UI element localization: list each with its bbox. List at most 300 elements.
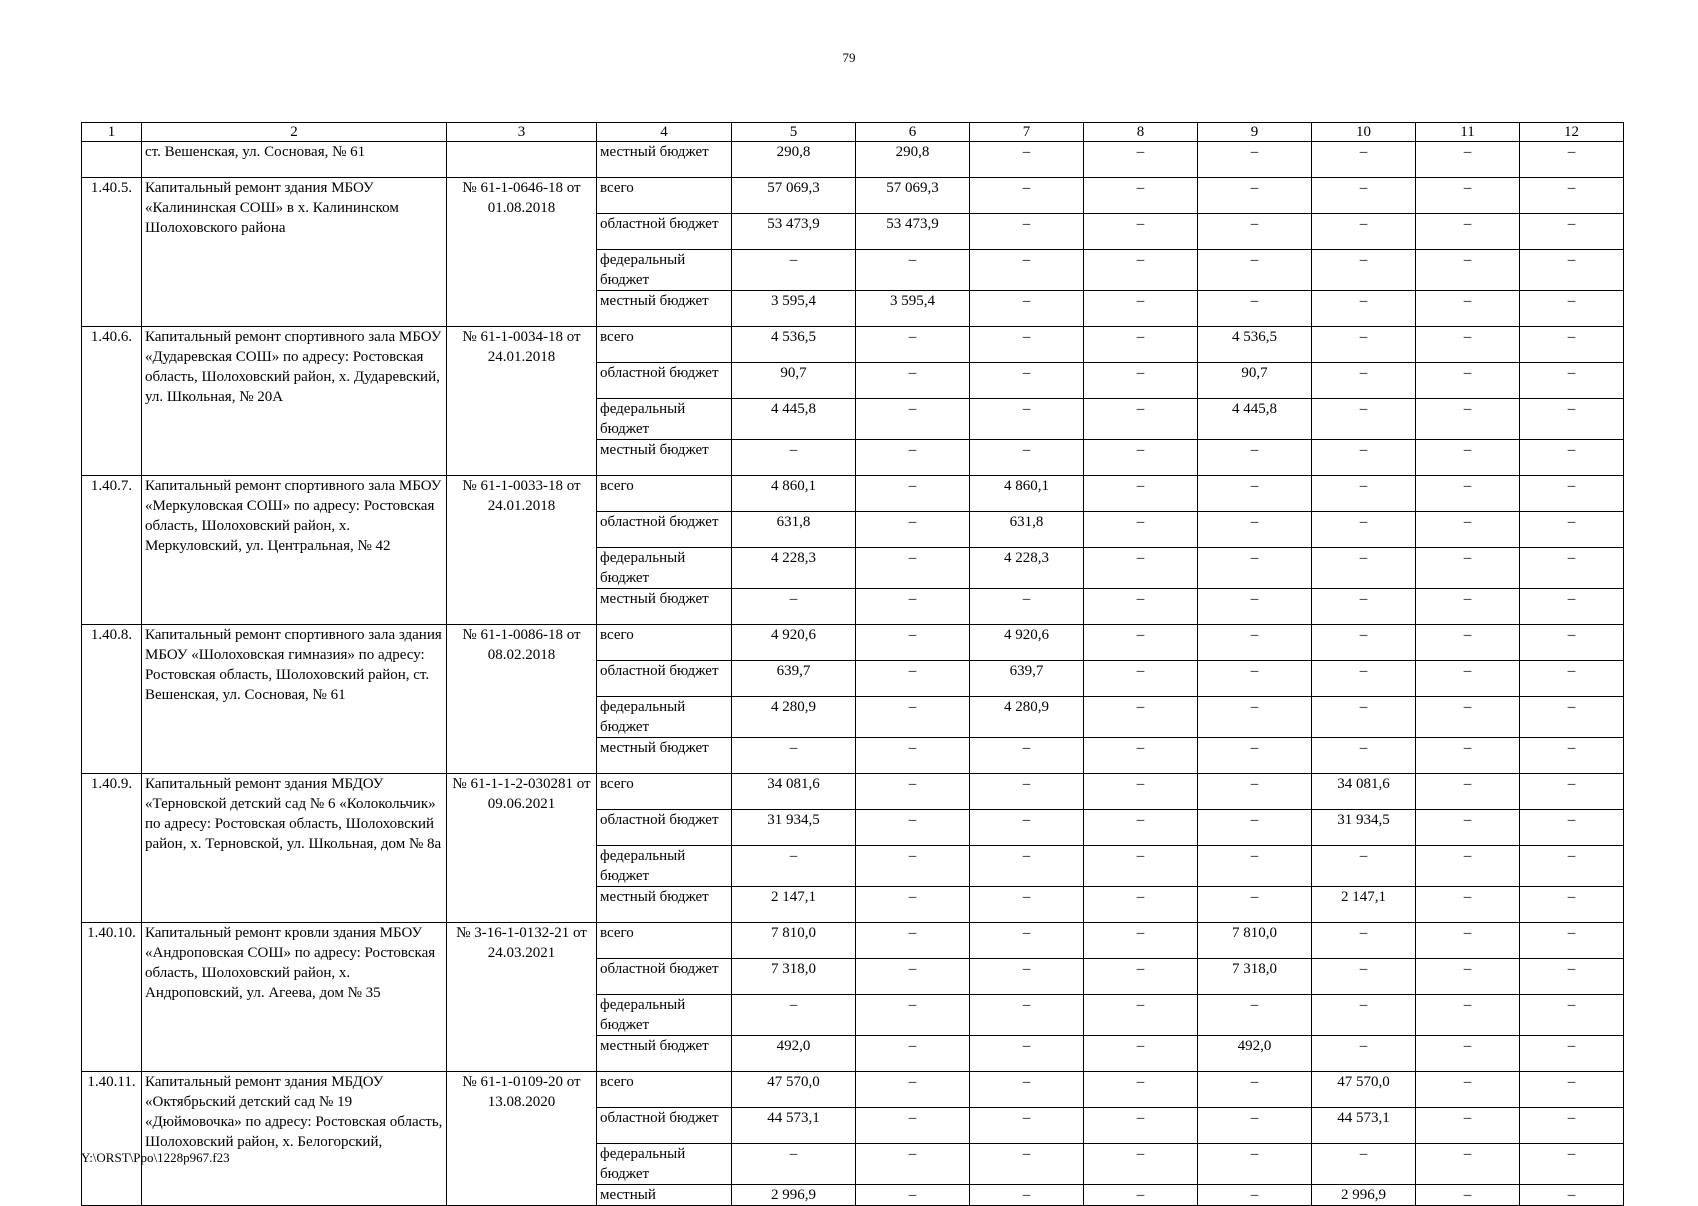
amount-cell: – <box>1084 476 1198 512</box>
amount-cell: – <box>1416 250 1520 291</box>
amount-cell: – <box>1312 291 1416 327</box>
amount-cell: – <box>1198 250 1312 291</box>
amount-cell: – <box>1084 697 1198 738</box>
amount-cell: 53 473,9 <box>732 214 856 250</box>
amount-cell: – <box>1084 178 1198 214</box>
funding-source: областной бюджет <box>597 363 732 399</box>
funding-source: федеральный бюджет <box>597 548 732 589</box>
amount-cell: – <box>1198 440 1312 476</box>
amount-cell: – <box>1416 697 1520 738</box>
amount-cell: – <box>856 250 970 291</box>
amount-cell: 290,8 <box>856 142 970 178</box>
amount-cell: – <box>856 774 970 810</box>
table-row <box>82 923 1624 959</box>
amount-cell: – <box>1084 440 1198 476</box>
amount-cell: 4 536,5 <box>732 327 856 363</box>
amount-cell: 44 573,1 <box>1312 1108 1416 1144</box>
amount-cell: – <box>856 399 970 440</box>
item-number: 1.40.9. <box>82 774 142 923</box>
amount-cell: – <box>1416 512 1520 548</box>
amount-cell: – <box>856 738 970 774</box>
amount-cell: – <box>856 1185 970 1206</box>
funding-source: местный бюджет <box>597 142 732 178</box>
amount-cell: – <box>1198 589 1312 625</box>
amount-cell: – <box>1520 399 1624 440</box>
amount-cell: – <box>1312 327 1416 363</box>
amount-cell: – <box>1312 476 1416 512</box>
amount-cell: – <box>1416 959 1520 995</box>
amount-cell: – <box>1084 625 1198 661</box>
amount-cell: – <box>1084 327 1198 363</box>
amount-cell: – <box>732 440 856 476</box>
amount-cell: – <box>1312 142 1416 178</box>
amount-cell: – <box>970 178 1084 214</box>
amount-cell: – <box>1416 589 1520 625</box>
amount-cell: – <box>856 440 970 476</box>
amount-cell: – <box>1416 661 1520 697</box>
amount-cell: – <box>970 399 1084 440</box>
column-number-row <box>82 123 1624 142</box>
amount-cell: – <box>1520 846 1624 887</box>
item-number: 1.40.7. <box>82 476 142 625</box>
amount-cell: 4 920,6 <box>970 625 1084 661</box>
amount-cell: – <box>1416 995 1520 1036</box>
amount-cell: 4 280,9 <box>970 697 1084 738</box>
amount-cell: – <box>1198 512 1312 548</box>
amount-cell: – <box>970 738 1084 774</box>
col-header: 12 <box>1520 123 1624 142</box>
funding-source: федеральный бюджет <box>597 846 732 887</box>
funding-source: местный бюджет <box>597 887 732 923</box>
object-name: Капитальный ремонт здания МБОУ «Калининская СОШ» в х. Калининском Шолоховского района <box>142 178 447 327</box>
amount-cell: – <box>1312 1036 1416 1072</box>
amount-cell: – <box>1520 810 1624 846</box>
amount-cell: – <box>1520 548 1624 589</box>
amount-cell: – <box>1084 846 1198 887</box>
amount-cell: 2 147,1 <box>1312 887 1416 923</box>
table-row <box>82 476 1624 512</box>
amount-cell: – <box>970 1144 1084 1185</box>
amount-cell: – <box>970 589 1084 625</box>
amount-cell: – <box>970 1036 1084 1072</box>
object-name: Капитальный ремонт кровли здания МБОУ «Андроповская СОШ» по адресу: Ростовская область, Шолоховский район, х. Андроповский, ул. Агеева, дом № 35 <box>142 923 447 1072</box>
amount-cell: – <box>970 327 1084 363</box>
amount-cell: – <box>1312 512 1416 548</box>
table-body <box>82 142 1624 1206</box>
amount-cell: – <box>1084 995 1198 1036</box>
funding-source: местный бюджет <box>597 589 732 625</box>
amount-cell: – <box>1416 923 1520 959</box>
amount-cell: – <box>1416 887 1520 923</box>
amount-cell: – <box>1520 697 1624 738</box>
amount-cell: – <box>1520 959 1624 995</box>
funding-source: местный бюджет <box>597 440 732 476</box>
footer-file-path: Y:\ORST\Ppo\1228p967.f23 <box>81 1150 230 1165</box>
amount-cell: 34 081,6 <box>732 774 856 810</box>
amount-cell: – <box>970 846 1084 887</box>
amount-cell: 90,7 <box>1198 363 1312 399</box>
amount-cell: – <box>1416 1185 1520 1206</box>
amount-cell: – <box>1416 1144 1520 1185</box>
funding-source: федеральный бюджет <box>597 995 732 1036</box>
funding-source: федеральный бюджет <box>597 1144 732 1185</box>
amount-cell: – <box>1084 399 1198 440</box>
permit-number: № 61-1-0033-18 от 24.01.2018 <box>447 476 597 625</box>
amount-cell: – <box>1084 774 1198 810</box>
amount-cell: – <box>1520 250 1624 291</box>
amount-cell: – <box>1084 291 1198 327</box>
amount-cell: – <box>1416 1108 1520 1144</box>
amount-cell: – <box>1520 512 1624 548</box>
amount-cell: – <box>856 959 970 995</box>
amount-cell: – <box>1198 625 1312 661</box>
amount-cell: – <box>732 589 856 625</box>
amount-cell: – <box>1520 923 1624 959</box>
col-header: 9 <box>1198 123 1312 142</box>
amount-cell: 7 810,0 <box>732 923 856 959</box>
amount-cell: – <box>856 476 970 512</box>
amount-cell: – <box>1198 548 1312 589</box>
amount-cell: 2 147,1 <box>732 887 856 923</box>
amount-cell: 4 536,5 <box>1198 327 1312 363</box>
amount-cell: 47 570,0 <box>1312 1072 1416 1108</box>
amount-cell: 4 280,9 <box>732 697 856 738</box>
amount-cell: 290,8 <box>732 142 856 178</box>
amount-cell: 639,7 <box>732 661 856 697</box>
amount-cell: – <box>1084 1072 1198 1108</box>
object-name: ст. Вешенская, ул. Сосновая, № 61 <box>142 142 447 178</box>
amount-cell: 4 860,1 <box>970 476 1084 512</box>
amount-cell: – <box>856 846 970 887</box>
amount-cell: – <box>856 923 970 959</box>
amount-cell: – <box>1198 291 1312 327</box>
amount-cell: – <box>970 887 1084 923</box>
funding-source: всего <box>597 923 732 959</box>
amount-cell: – <box>1520 214 1624 250</box>
amount-cell: – <box>1198 1072 1312 1108</box>
funding-source: местный бюджет <box>597 1036 732 1072</box>
amount-cell: – <box>856 548 970 589</box>
amount-cell: – <box>1520 1036 1624 1072</box>
amount-cell: – <box>970 363 1084 399</box>
amount-cell: – <box>1520 476 1624 512</box>
funding-source: федеральный бюджет <box>597 399 732 440</box>
amount-cell: – <box>1416 846 1520 887</box>
funding-source: областной бюджет <box>597 512 732 548</box>
amount-cell: – <box>1416 178 1520 214</box>
amount-cell: – <box>732 995 856 1036</box>
object-name: Капитальный ремонт здания МБДОУ «Октябрьский детский сад № 19 «Дюймовочка» по адресу: Ростовская область, Шолоховский район, х. Белогорский, <box>142 1072 447 1206</box>
amount-cell: 2 996,9 <box>1312 1185 1416 1206</box>
amount-cell: 4 228,3 <box>970 548 1084 589</box>
amount-cell: 57 069,3 <box>856 178 970 214</box>
amount-cell: – <box>970 774 1084 810</box>
amount-cell: – <box>732 1144 856 1185</box>
funding-source: местный <box>597 1185 732 1206</box>
amount-cell: – <box>1084 548 1198 589</box>
amount-cell: – <box>970 1185 1084 1206</box>
amount-cell: – <box>970 1108 1084 1144</box>
amount-cell: – <box>1084 959 1198 995</box>
amount-cell: 639,7 <box>970 661 1084 697</box>
amount-cell: – <box>970 142 1084 178</box>
amount-cell: – <box>856 887 970 923</box>
amount-cell: 3 595,4 <box>732 291 856 327</box>
table-row <box>82 178 1624 214</box>
amount-cell: – <box>856 1108 970 1144</box>
funding-source: всего <box>597 774 732 810</box>
amount-cell: 7 318,0 <box>732 959 856 995</box>
amount-cell: – <box>1198 810 1312 846</box>
amount-cell: – <box>1312 399 1416 440</box>
amount-cell: – <box>1520 887 1624 923</box>
amount-cell: – <box>1084 363 1198 399</box>
amount-cell: – <box>1198 697 1312 738</box>
amount-cell: – <box>732 250 856 291</box>
funding-source: областной бюджет <box>597 661 732 697</box>
amount-cell: 4 228,3 <box>732 548 856 589</box>
amount-cell: – <box>1416 399 1520 440</box>
amount-cell: – <box>1198 887 1312 923</box>
amount-cell: 631,8 <box>732 512 856 548</box>
funding-source: всего <box>597 178 732 214</box>
funding-source: местный бюджет <box>597 291 732 327</box>
amount-cell: – <box>1312 846 1416 887</box>
amount-cell: 90,7 <box>732 363 856 399</box>
amount-cell: – <box>856 589 970 625</box>
page-number: 79 <box>842 50 856 65</box>
amount-cell: – <box>1198 661 1312 697</box>
item-number <box>82 142 142 178</box>
permit-number: № 61-1-0109-20 от 13.08.2020 <box>447 1072 597 1206</box>
permit-number: № 61-1-0034-18 от 24.01.2018 <box>447 327 597 476</box>
amount-cell: 7 318,0 <box>1198 959 1312 995</box>
amount-cell: – <box>1312 178 1416 214</box>
amount-cell: 4 920,6 <box>732 625 856 661</box>
amount-cell: 4 445,8 <box>1198 399 1312 440</box>
amount-cell: – <box>1084 738 1198 774</box>
amount-cell: – <box>970 214 1084 250</box>
col-header: 8 <box>1084 123 1198 142</box>
funding-source: всего <box>597 1072 732 1108</box>
amount-cell: – <box>1416 625 1520 661</box>
col-header: 1 <box>82 123 142 142</box>
amount-cell: – <box>1198 774 1312 810</box>
amount-cell: – <box>1312 959 1416 995</box>
amount-cell: – <box>1312 1144 1416 1185</box>
object-name: Капитальный ремонт спортивного зала здания МБОУ «Шолоховская гимназия» по адресу: Ростовская область, Шолоховский район, ст. Вешенская, ул. Сосновая, № 61 <box>142 625 447 774</box>
amount-cell: – <box>856 697 970 738</box>
amount-cell: – <box>1312 923 1416 959</box>
funding-source: федеральный бюджет <box>597 697 732 738</box>
funding-source: областной бюджет <box>597 959 732 995</box>
amount-cell: – <box>1416 476 1520 512</box>
permit-number: № 3-16-1-0132-21 от 24.03.2021 <box>447 923 597 1072</box>
amount-cell: – <box>732 738 856 774</box>
permit-number: № 61-1-0086-18 от 08.02.2018 <box>447 625 597 774</box>
funding-source: областной бюджет <box>597 1108 732 1144</box>
amount-cell: – <box>970 1072 1084 1108</box>
amount-cell: 34 081,6 <box>1312 774 1416 810</box>
amount-cell: – <box>732 846 856 887</box>
amount-cell: – <box>1520 589 1624 625</box>
item-number: 1.40.5. <box>82 178 142 327</box>
amount-cell: – <box>1520 178 1624 214</box>
table-row <box>82 327 1624 363</box>
col-header: 2 <box>142 123 447 142</box>
amount-cell: 3 595,4 <box>856 291 970 327</box>
amount-cell: – <box>1312 738 1416 774</box>
amount-cell: – <box>1416 548 1520 589</box>
table-row <box>82 625 1624 661</box>
amount-cell: – <box>856 810 970 846</box>
col-header: 4 <box>597 123 732 142</box>
amount-cell: – <box>1312 995 1416 1036</box>
amount-cell: – <box>1084 1144 1198 1185</box>
amount-cell: – <box>1520 738 1624 774</box>
amount-cell: 492,0 <box>732 1036 856 1072</box>
amount-cell: – <box>1416 327 1520 363</box>
amount-cell: – <box>856 327 970 363</box>
amount-cell: – <box>970 250 1084 291</box>
amount-cell: – <box>1198 995 1312 1036</box>
amount-cell: – <box>856 363 970 399</box>
amount-cell: – <box>1312 697 1416 738</box>
item-number: 1.40.11. <box>82 1072 142 1206</box>
amount-cell: – <box>1520 625 1624 661</box>
amount-cell: – <box>856 1036 970 1072</box>
amount-cell: – <box>1084 250 1198 291</box>
amount-cell: – <box>1520 1072 1624 1108</box>
funding-source: областной бюджет <box>597 810 732 846</box>
permit-number: № 61-1-1-2-030281 от 09.06.2021 <box>447 774 597 923</box>
amount-cell: – <box>1312 589 1416 625</box>
amount-cell: – <box>1416 738 1520 774</box>
amount-cell: – <box>1084 661 1198 697</box>
col-header: 10 <box>1312 123 1416 142</box>
amount-cell: – <box>1520 1108 1624 1144</box>
amount-cell: – <box>1084 512 1198 548</box>
table-row <box>82 1072 1624 1108</box>
amount-cell: – <box>1198 178 1312 214</box>
funding-source: всего <box>597 476 732 512</box>
amount-cell: – <box>1084 923 1198 959</box>
amount-cell: – <box>1416 1072 1520 1108</box>
amount-cell: – <box>970 291 1084 327</box>
amount-cell: 7 810,0 <box>1198 923 1312 959</box>
amount-cell: – <box>856 1072 970 1108</box>
amount-cell: 2 996,9 <box>732 1185 856 1206</box>
amount-cell: – <box>856 1144 970 1185</box>
table-row <box>82 774 1624 810</box>
amount-cell: – <box>1312 363 1416 399</box>
amount-cell: – <box>1312 625 1416 661</box>
object-name: Капитальный ремонт спортивного зала МБОУ «Меркуловская СОШ» по адресу: Ростовская область, Шолоховский район, х. Меркуловский, ул. Центральная, № 42 <box>142 476 447 625</box>
amount-cell: – <box>1198 846 1312 887</box>
amount-cell: – <box>1520 142 1624 178</box>
amount-cell: – <box>1084 589 1198 625</box>
amount-cell: – <box>1084 1108 1198 1144</box>
amount-cell: – <box>970 810 1084 846</box>
amount-cell: 53 473,9 <box>856 214 970 250</box>
amount-cell: – <box>1084 887 1198 923</box>
col-header: 11 <box>1416 123 1520 142</box>
funding-table <box>81 122 1624 1206</box>
col-header: 7 <box>970 123 1084 142</box>
funding-source: всего <box>597 625 732 661</box>
amount-cell: – <box>1198 1144 1312 1185</box>
amount-cell: – <box>1198 1108 1312 1144</box>
amount-cell: – <box>1520 1185 1624 1206</box>
funding-source: всего <box>597 327 732 363</box>
amount-cell: – <box>1520 327 1624 363</box>
amount-cell: 4 860,1 <box>732 476 856 512</box>
amount-cell: – <box>1084 1036 1198 1072</box>
table-row <box>82 142 1624 178</box>
col-header: 6 <box>856 123 970 142</box>
amount-cell: 31 934,5 <box>732 810 856 846</box>
amount-cell: 57 069,3 <box>732 178 856 214</box>
item-number: 1.40.10. <box>82 923 142 1072</box>
col-header: 5 <box>732 123 856 142</box>
amount-cell: – <box>1520 661 1624 697</box>
funding-source: федеральный бюджет <box>597 250 732 291</box>
amount-cell: – <box>1198 142 1312 178</box>
amount-cell: – <box>1198 1185 1312 1206</box>
amount-cell: 47 570,0 <box>732 1072 856 1108</box>
amount-cell: – <box>856 512 970 548</box>
amount-cell: – <box>970 995 1084 1036</box>
amount-cell: – <box>1520 1144 1624 1185</box>
amount-cell: – <box>1520 995 1624 1036</box>
amount-cell: – <box>970 959 1084 995</box>
amount-cell: – <box>1312 214 1416 250</box>
amount-cell: – <box>1416 440 1520 476</box>
object-name: Капитальный ремонт здания МБДОУ «Терновской детский сад № 6 «Колокольчик» по адресу: Ростовская область, Шолоховский район, х. Терновской, ул. Школьная, дом № 8а <box>142 774 447 923</box>
amount-cell: – <box>856 625 970 661</box>
amount-cell: – <box>1312 661 1416 697</box>
amount-cell: – <box>1198 476 1312 512</box>
item-number: 1.40.6. <box>82 327 142 476</box>
permit-number <box>447 142 597 178</box>
amount-cell: – <box>856 995 970 1036</box>
funding-source: местный бюджет <box>597 738 732 774</box>
amount-cell: – <box>970 923 1084 959</box>
amount-cell: – <box>1416 291 1520 327</box>
amount-cell: – <box>1416 1036 1520 1072</box>
amount-cell: – <box>1084 142 1198 178</box>
amount-cell: – <box>1312 548 1416 589</box>
col-header: 3 <box>447 123 597 142</box>
amount-cell: – <box>1312 250 1416 291</box>
amount-cell: – <box>1312 440 1416 476</box>
permit-number: № 61-1-0646-18 от 01.08.2018 <box>447 178 597 327</box>
amount-cell: – <box>1520 291 1624 327</box>
amount-cell: – <box>1416 363 1520 399</box>
amount-cell: – <box>1416 774 1520 810</box>
amount-cell: – <box>1416 214 1520 250</box>
amount-cell: – <box>1416 142 1520 178</box>
amount-cell: 31 934,5 <box>1312 810 1416 846</box>
amount-cell: – <box>1520 363 1624 399</box>
amount-cell: – <box>970 440 1084 476</box>
amount-cell: – <box>1520 440 1624 476</box>
object-name: Капитальный ремонт спортивного зала МБОУ «Дударевская СОШ» по адресу: Ростовская область, Шолоховский район, х. Дударевский, ул. Школьная, № 20А <box>142 327 447 476</box>
amount-cell: 4 445,8 <box>732 399 856 440</box>
amount-cell: – <box>1198 214 1312 250</box>
amount-cell: – <box>1416 810 1520 846</box>
amount-cell: – <box>1520 774 1624 810</box>
